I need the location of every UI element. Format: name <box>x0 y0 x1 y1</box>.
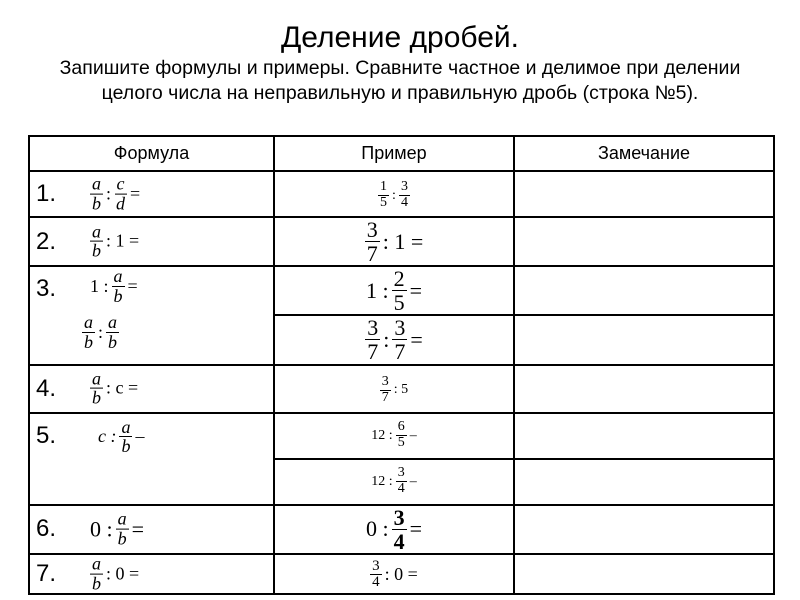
note-cell[interactable] <box>514 217 774 266</box>
note-cell[interactable] <box>514 554 774 594</box>
example-cell <box>274 505 514 554</box>
row-number: 7. <box>36 559 57 587</box>
example: 12 : $\frac{6}{5}$ – <box>371 419 417 451</box>
example-cell <box>274 365 514 413</box>
formula-cell <box>29 554 274 594</box>
example-cell <box>274 554 514 594</box>
formula: 0 : $\frac{a}{b}$ = <box>90 508 145 549</box>
formula: $\frac{a}{b}$ : 0 = <box>92 553 140 594</box>
note-cell[interactable] <box>514 266 774 315</box>
example-cell <box>274 266 514 315</box>
table-row <box>29 505 774 554</box>
example-cell <box>274 315 514 364</box>
note-cell[interactable] <box>514 171 774 217</box>
note-cell[interactable] <box>514 365 774 413</box>
formula-cell <box>29 217 274 266</box>
example: $\frac{3}{4}$ : 0 = <box>372 557 418 591</box>
formula: $\frac{a}{b}$ : $\frac{c}{d}$ = <box>92 173 141 214</box>
example-cell <box>274 217 514 266</box>
fractions-table <box>28 135 775 595</box>
example: 12 : $\frac{3}{4}$ – <box>371 465 417 497</box>
row-number: 2. <box>36 227 57 255</box>
formula-cell <box>29 365 274 413</box>
example-cell <box>274 459 514 505</box>
example: $\frac{3}{7}$ : 5 <box>381 373 409 405</box>
table-row <box>29 171 774 217</box>
row-number: 5. <box>36 421 57 449</box>
example: 1 : $\frac{2}{5}$ = <box>365 266 423 316</box>
formula-cell <box>29 413 274 505</box>
page-title: Деление дробей. <box>280 21 520 54</box>
example-cell <box>274 413 514 459</box>
example: $\frac{3}{7}$ : $\frac{3}{7}$ = <box>367 315 423 365</box>
row-number: 1. <box>36 180 57 207</box>
row-number: 4. <box>36 374 57 402</box>
header-note: Замечание <box>514 136 774 171</box>
table-header-row <box>29 136 774 171</box>
header-formula: Формула <box>29 136 274 171</box>
table-row <box>29 365 774 413</box>
table-row <box>29 217 774 266</box>
formula: $\frac{a}{b}$ : $\frac{a}{b}$ <box>84 312 118 353</box>
table-row <box>29 413 774 459</box>
formula-cell <box>29 505 274 554</box>
example: 0 : $\frac{3}{4}$ = <box>365 504 423 554</box>
formula: $\frac{a}{b}$ : c = <box>92 368 139 409</box>
header-example: Пример <box>274 136 514 171</box>
note-cell[interactable] <box>514 413 774 459</box>
note-cell[interactable] <box>514 459 774 505</box>
formula: c : $\frac{a}{b}$ – <box>98 416 145 457</box>
table-row <box>29 554 774 594</box>
note-cell[interactable] <box>514 505 774 554</box>
formula: $\frac{a}{b}$ : 1 = <box>92 221 140 262</box>
example: $\frac{1}{5}$ : $\frac{3}{4}$ <box>380 179 408 210</box>
formula: 1 : $\frac{a}{b}$ = <box>90 266 138 307</box>
row-number: 6. <box>36 515 57 543</box>
example: $\frac{3}{7}$ : 1 = <box>366 217 424 267</box>
example-cell <box>274 171 514 217</box>
note-cell[interactable] <box>514 315 774 364</box>
table-row <box>29 266 774 315</box>
row-number: 3. <box>36 275 57 303</box>
page-subtitle: Запишите формулы и примеры. Сравните частное и делимое при делении целого числа на неправильную и правильную дробь (строка №5). <box>59 57 741 104</box>
formula-cell <box>29 171 274 217</box>
formula-cell <box>29 266 274 364</box>
